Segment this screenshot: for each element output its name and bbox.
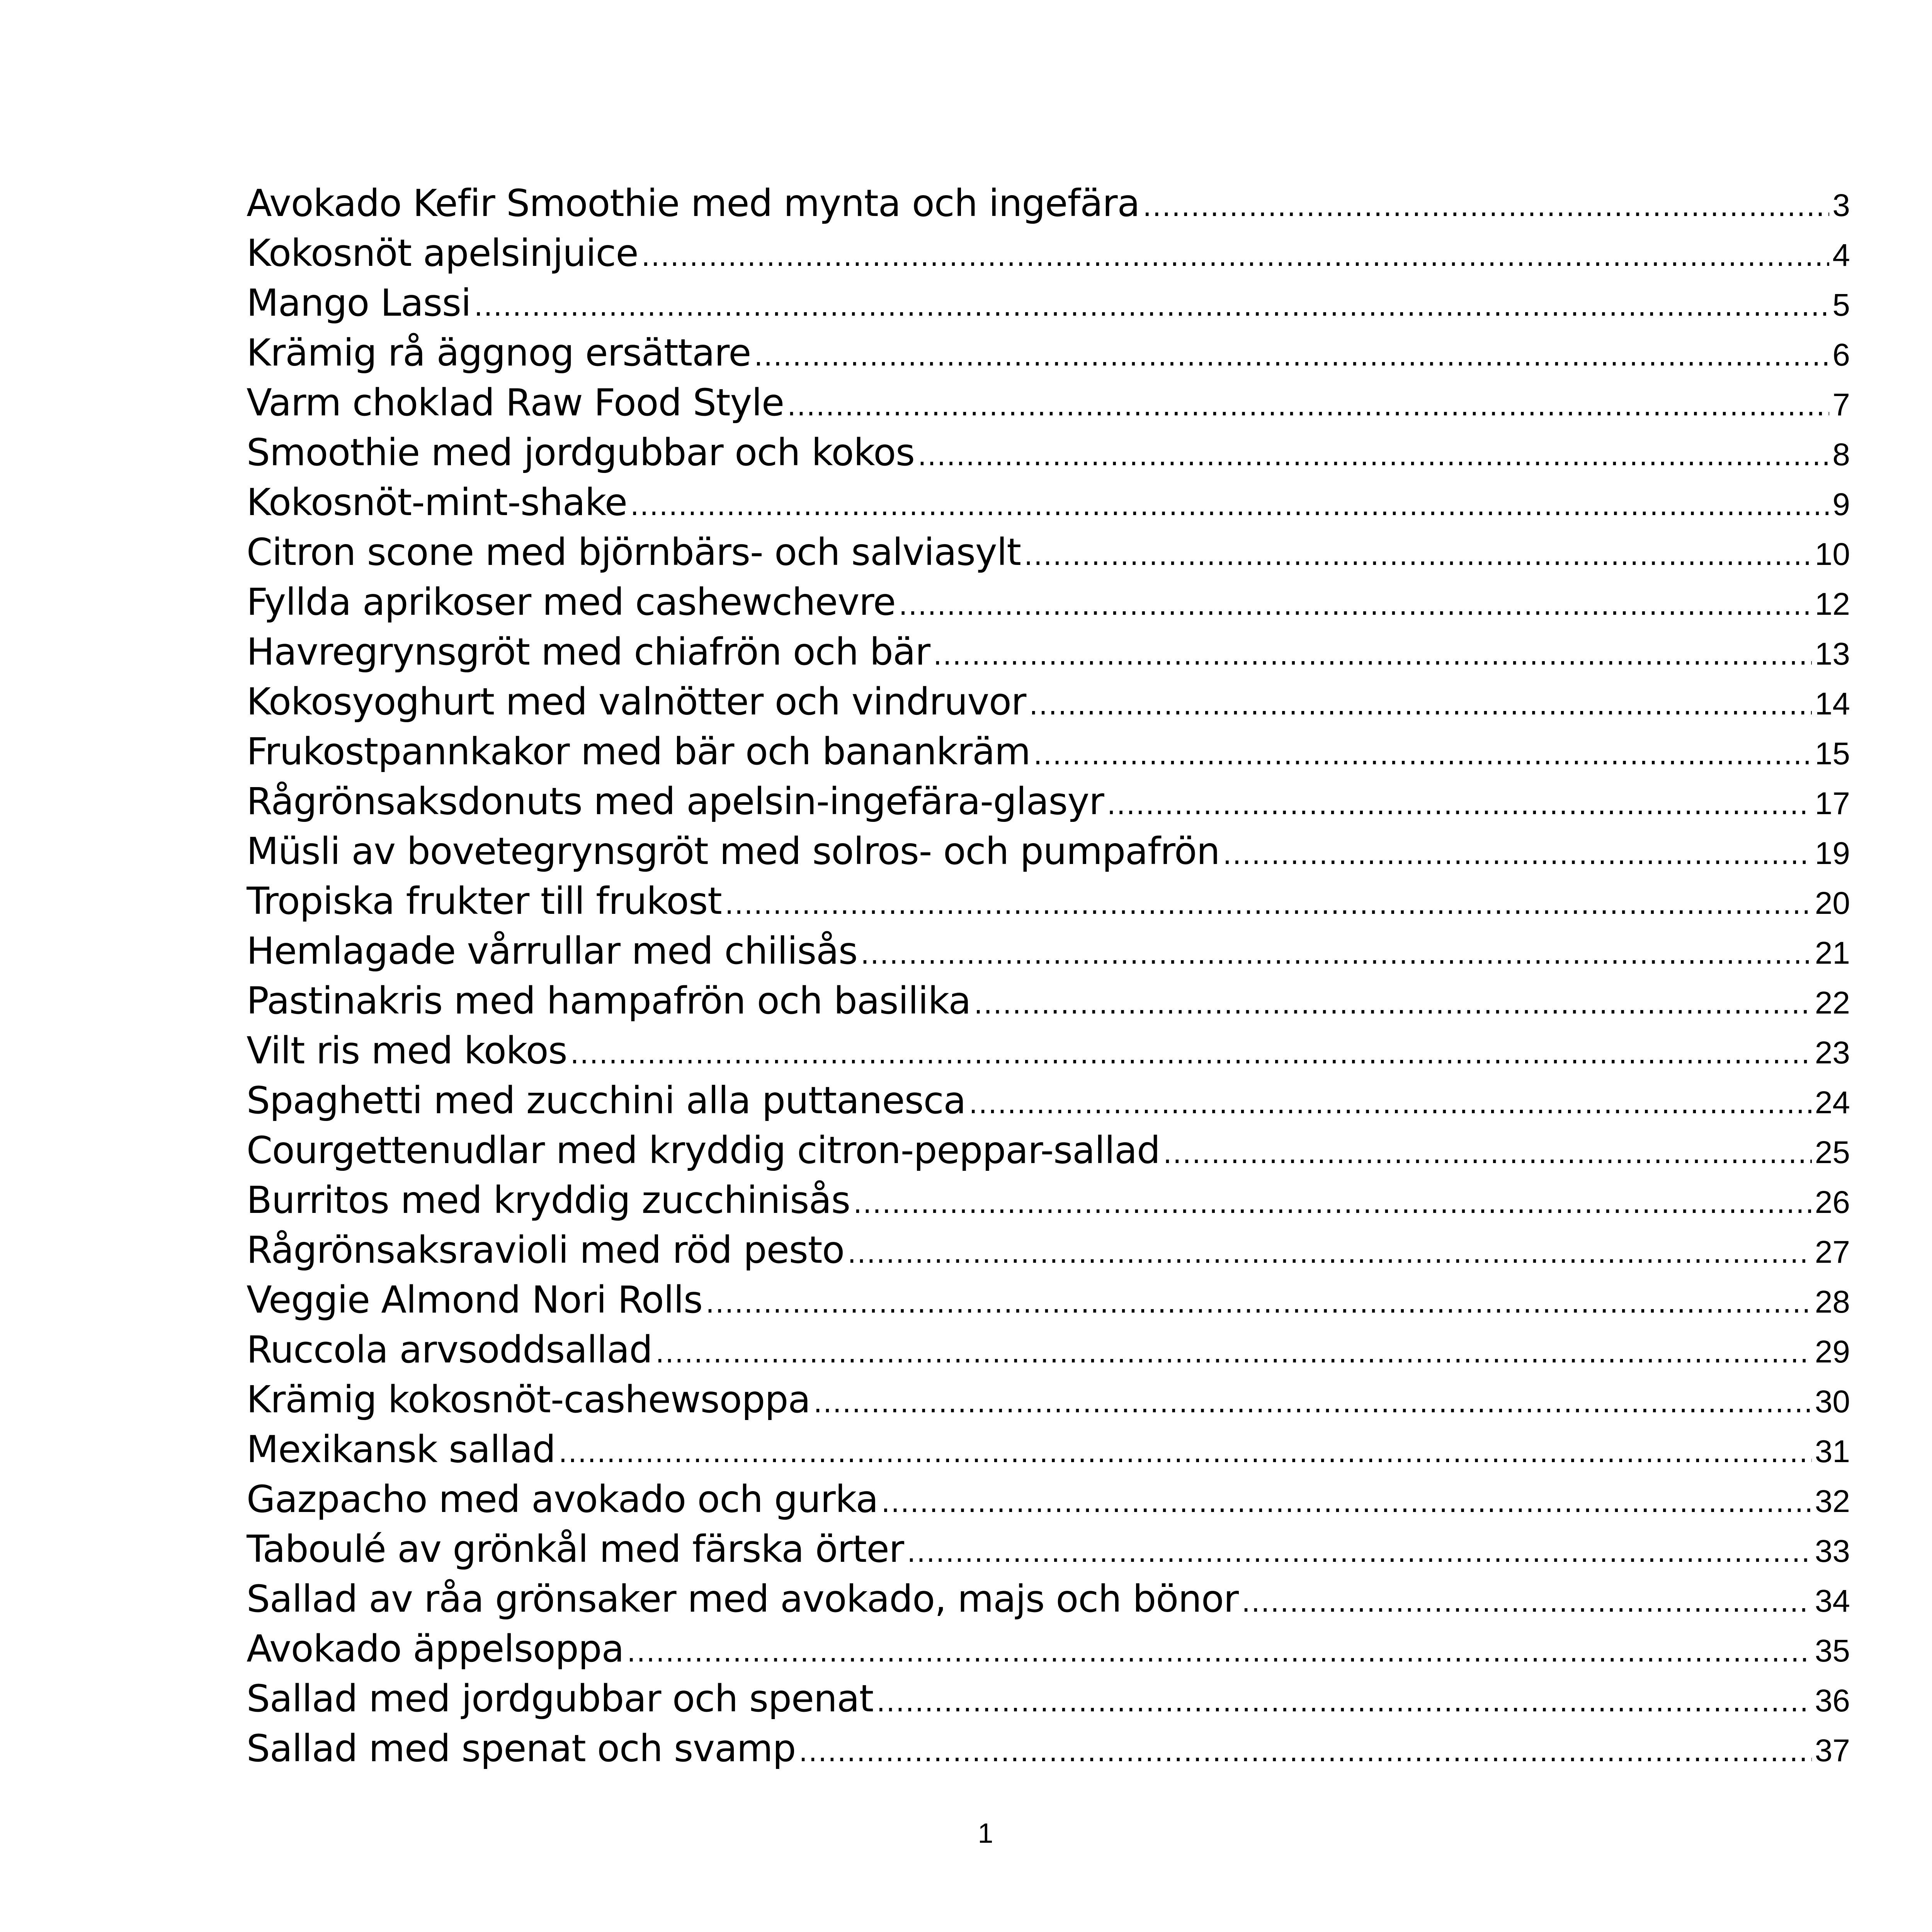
toc-entry xyxy=(247,876,1850,926)
toc-entry-title: Fyllda aprikoser med cashewchevre xyxy=(247,580,896,624)
toc-entry-page: 7 xyxy=(1832,387,1850,422)
toc-entry xyxy=(247,478,1850,527)
toc-dot-leader xyxy=(974,979,1811,1026)
toc-entry xyxy=(247,727,1850,777)
toc-entry-page: 17 xyxy=(1815,786,1850,821)
toc-entry-page: 37 xyxy=(1815,1733,1850,1768)
toc-entry-page: 29 xyxy=(1815,1334,1850,1369)
toc-dot-leader xyxy=(969,1079,1811,1126)
table-of-contents xyxy=(247,179,1850,1774)
toc-entry-page: 12 xyxy=(1815,587,1850,622)
toc-entry-title: Smoothie med jordgubbar och kokos xyxy=(247,431,915,474)
toc-entry xyxy=(247,976,1850,1026)
toc-entry-title: Mango Lassi xyxy=(247,281,471,325)
toc-entry-page: 19 xyxy=(1815,836,1850,871)
toc-dot-leader xyxy=(627,1627,1811,1674)
toc-entry-title: Spaghetti med zucchini alla puttanesca xyxy=(247,1079,966,1122)
toc-dot-leader xyxy=(558,1428,1811,1475)
toc-entry-page: 8 xyxy=(1832,437,1850,472)
toc-entry xyxy=(247,378,1850,428)
toc-dot-leader xyxy=(1163,1129,1812,1175)
toc-dot-leader xyxy=(861,929,1812,976)
toc-entry-page: 36 xyxy=(1815,1683,1850,1718)
toc-entry-title: Varm choklad Raw Food Style xyxy=(247,381,784,424)
toc-entry-title: Sallad av råa grönsaker med avokado, majs och bönor xyxy=(247,1577,1239,1621)
toc-entry-page: 10 xyxy=(1815,537,1850,572)
toc-entry-page: 20 xyxy=(1815,886,1850,921)
toc-entry-page: 34 xyxy=(1815,1583,1850,1619)
toc-dot-leader xyxy=(907,1527,1812,1574)
toc-dot-leader xyxy=(1029,680,1811,727)
toc-entry-title: Taboulé av grönkål med färska örter xyxy=(247,1527,904,1571)
toc-entry-title: Gazpacho med avokado och gurka xyxy=(247,1478,878,1521)
toc-entry-title: Veggie Almond Nori Rolls xyxy=(247,1278,702,1321)
toc-entry-page: 25 xyxy=(1815,1135,1850,1170)
toc-entry-title: Ruccola arvsoddsallad xyxy=(247,1328,653,1371)
toc-dot-leader xyxy=(918,431,1829,478)
toc-entry xyxy=(247,1574,1850,1624)
toc-entry-title: Sallad med spenat och svamp xyxy=(247,1727,796,1770)
toc-entry xyxy=(247,1275,1850,1325)
toc-dot-leader xyxy=(847,1228,1812,1275)
toc-dot-leader xyxy=(655,1328,1812,1375)
toc-entry-page: 24 xyxy=(1815,1085,1850,1120)
toc-dot-leader xyxy=(1024,531,1812,577)
toc-entry-page: 14 xyxy=(1815,686,1850,721)
toc-entry xyxy=(247,1724,1850,1774)
toc-entry-title: Sallad med jordgubbar och spenat xyxy=(247,1677,874,1720)
toc-dot-leader xyxy=(1223,830,1812,876)
toc-entry-page: 35 xyxy=(1815,1633,1850,1668)
toc-entry xyxy=(247,677,1850,727)
toc-entry xyxy=(247,577,1850,627)
toc-entry xyxy=(247,179,1850,228)
toc-dot-leader xyxy=(1107,780,1812,827)
toc-dot-leader xyxy=(813,1378,1812,1425)
page-number: 1 xyxy=(978,1818,993,1849)
toc-entry-title: Kokosnöt apelsinjuice xyxy=(247,231,638,275)
toc-entry xyxy=(247,1375,1850,1425)
toc-entry-page: 30 xyxy=(1815,1384,1850,1419)
toc-entry-page: 32 xyxy=(1815,1484,1850,1519)
toc-entry xyxy=(247,1076,1850,1126)
toc-entry-page: 22 xyxy=(1815,985,1850,1020)
toc-entry-title: Mexikansk sallad xyxy=(247,1428,556,1471)
toc-entry-title: Rågrönsaksdonuts med apelsin-ingefära-glasyr xyxy=(247,780,1104,823)
toc-entry-page: 27 xyxy=(1815,1235,1850,1270)
toc-entry-page: 4 xyxy=(1832,238,1850,273)
toc-entry-page: 6 xyxy=(1832,337,1850,372)
toc-entry-title: Burritos med kryddig zucchinisås xyxy=(247,1179,850,1222)
toc-entry-page: 33 xyxy=(1815,1534,1850,1569)
toc-entry-page: 31 xyxy=(1815,1434,1850,1469)
toc-entry-title: Courgettenudlar med kryddig citron-peppar-sallad xyxy=(247,1129,1160,1172)
toc-entry xyxy=(247,1674,1850,1724)
toc-entry-title: Krämig rå äggnog ersättare xyxy=(247,331,751,374)
toc-entry-title: Kokosnöt-mint-shake xyxy=(247,481,627,524)
toc-dot-leader xyxy=(725,879,1812,926)
toc-dot-leader xyxy=(899,580,1812,627)
toc-entry-page: 15 xyxy=(1815,736,1850,771)
toc-dot-leader xyxy=(754,331,1829,378)
toc-entry xyxy=(247,527,1850,577)
toc-entry-title: Rågrönsaksravioli med röd pesto xyxy=(247,1228,845,1272)
toc-entry-page: 3 xyxy=(1832,188,1850,223)
toc-entry xyxy=(247,1175,1850,1225)
toc-dot-leader xyxy=(630,481,1829,527)
toc-entry-title: Müsli av bovetegrynsgröt med solros- och pumpafrön xyxy=(247,830,1220,873)
toc-entry-title: Krämig kokosnöt-cashewsoppa xyxy=(247,1378,811,1421)
toc-dot-leader xyxy=(1242,1577,1812,1624)
toc-entry-title: Tropiska frukter till frukost xyxy=(247,879,722,923)
toc-entry xyxy=(247,926,1850,976)
toc-entry xyxy=(247,627,1850,677)
toc-dot-leader xyxy=(853,1179,1812,1225)
toc-entry xyxy=(247,428,1850,478)
toc-dot-leader xyxy=(474,281,1830,328)
toc-entry xyxy=(247,1524,1850,1574)
toc-entry-title: Hemlagade vårrullar med chilisås xyxy=(247,929,857,973)
toc-entry-title: Frukostpannkakor med bär och banankräm xyxy=(247,730,1031,773)
toc-dot-leader xyxy=(881,1478,1811,1524)
toc-entry-title: Kokosyoghurt med valnötter och vindruvor xyxy=(247,680,1026,723)
toc-entry xyxy=(247,1126,1850,1175)
toc-entry xyxy=(247,1225,1850,1275)
toc-entry xyxy=(247,777,1850,827)
toc-entry-title: Vilt ris med kokos xyxy=(247,1029,567,1072)
toc-dot-leader xyxy=(1034,730,1812,777)
toc-entry xyxy=(247,827,1850,876)
toc-dot-leader xyxy=(876,1677,1812,1724)
toc-entry xyxy=(247,228,1850,278)
toc-entry xyxy=(247,328,1850,378)
toc-entry-page: 23 xyxy=(1815,1035,1850,1070)
toc-dot-leader xyxy=(799,1727,1812,1774)
toc-dot-leader xyxy=(706,1278,1812,1325)
toc-entry xyxy=(247,1475,1850,1524)
toc-dot-leader xyxy=(787,381,1829,428)
toc-entry-title: Havregrynsgröt med chiafrön och bär xyxy=(247,630,930,673)
toc-entry xyxy=(247,278,1850,328)
toc-entry-page: 21 xyxy=(1815,935,1850,971)
toc-dot-leader xyxy=(933,630,1812,677)
toc-entry xyxy=(247,1026,1850,1076)
toc-entry-page: 13 xyxy=(1815,636,1850,672)
toc-dot-leader xyxy=(1143,182,1829,228)
toc-entry-title: Citron scone med björnbärs- och salviasylt xyxy=(247,531,1021,574)
toc-entry-title: Avokado Kefir Smoothie med mynta och ingefära xyxy=(247,182,1140,225)
toc-dot-leader xyxy=(641,231,1830,278)
toc-entry-page: 9 xyxy=(1832,487,1850,522)
toc-entry-page: 26 xyxy=(1815,1185,1850,1220)
toc-entry xyxy=(247,1624,1850,1674)
toc-entry-page: 28 xyxy=(1815,1284,1850,1320)
toc-entry xyxy=(247,1325,1850,1375)
toc-entry-title: Pastinakris med hampafrön och basilika xyxy=(247,979,971,1022)
toc-entry-title: Avokado äppelsoppa xyxy=(247,1627,624,1670)
toc-entry-page: 5 xyxy=(1832,287,1850,323)
toc-entry xyxy=(247,1425,1850,1475)
toc-dot-leader xyxy=(570,1029,1812,1076)
